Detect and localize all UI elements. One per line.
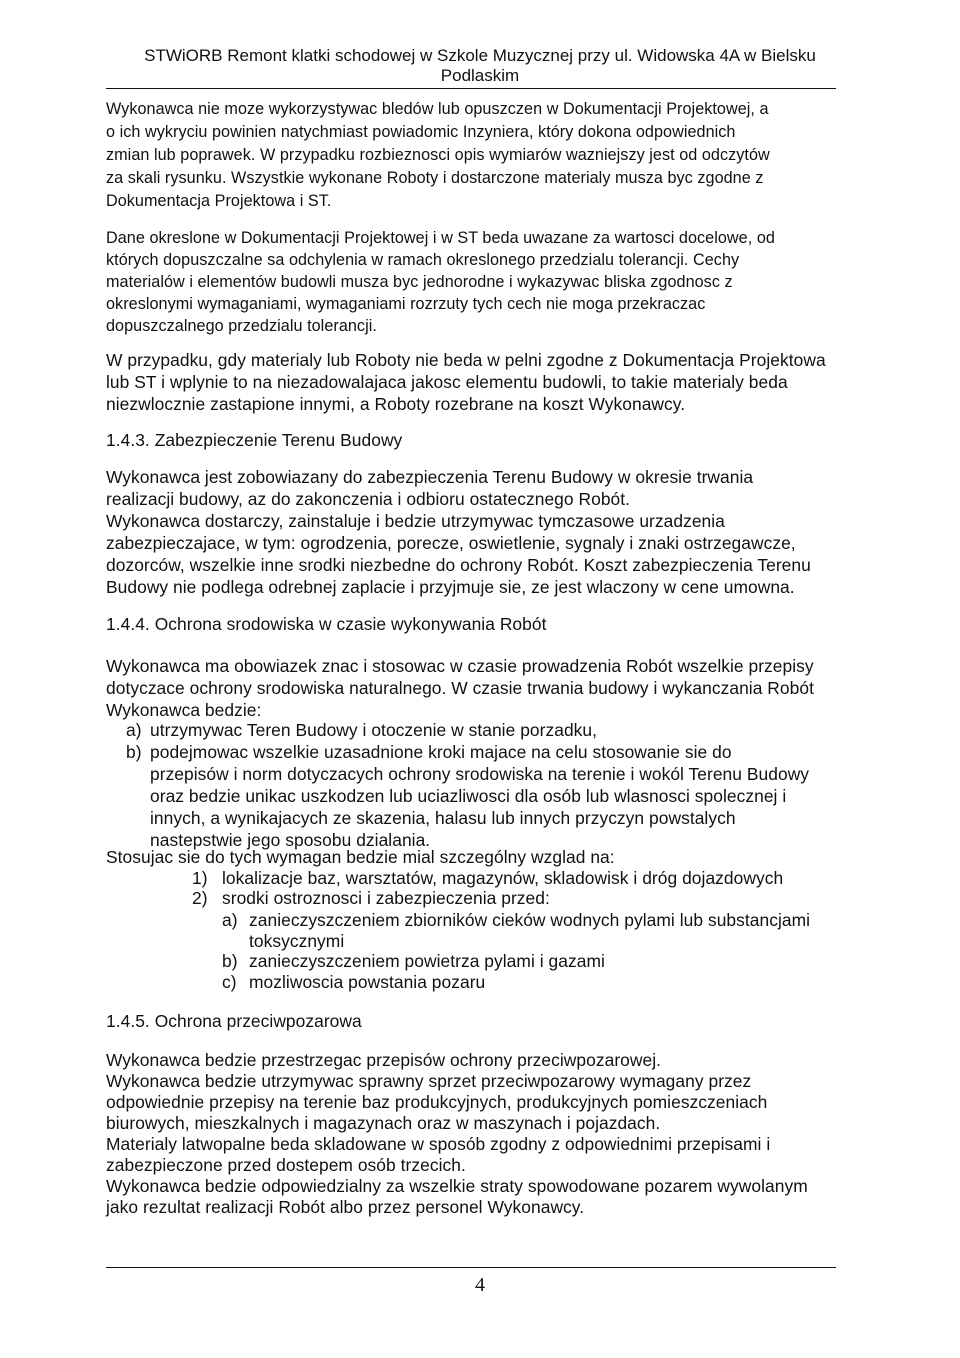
list-item-text: przepisów i norm dotyczacych ochrony srodowiska na terenie i wokól Terenu Budowy (150, 764, 810, 784)
list-item-text: nastepstwie jego sposobu dzialania. (150, 830, 431, 850)
text-line: zabezpieczone przed dostepem osób trzecich. (106, 1155, 466, 1175)
text-line: za skali rysunku. Wszystkie wykonane Roboty i dostarczone materialy musza byc zgodne z (106, 169, 764, 187)
list-item-text: zanieczyszczeniem powietrza pylami i gazami (249, 951, 605, 971)
text-line: dopuszczalnego przedzialu tolerancji. (106, 317, 377, 335)
text-line: Wykonawca ma obowiazek znac i stosowac w czasie prowadzenia Robót wszelkie przepisy (106, 656, 814, 676)
list-item-text: srodki ostroznosci i zabezpieczenia przed: (222, 888, 550, 908)
list-item-text: podejmowac wszelkie uzasadnione kroki majace na celu stosowanie sie do (150, 742, 732, 762)
text-line: o ich wykryciu powinien natychmiast powiadomic Inzyniera, który dokona odpowiednich (106, 123, 736, 141)
list-marker: b) (222, 951, 238, 971)
text-line: Wykonawca jest zobowiazany do zabezpieczenia Terenu Budowy w okresie trwania (106, 467, 754, 487)
text-line: Wykonawca bedzie przestrzegac przepisów ochrony przeciwpozarowej. (106, 1050, 662, 1070)
text-line: lub ST i wplynie to na niezadowalajaca jakosc elementu budowli, to takie materialy beda (106, 372, 788, 392)
list-marker: 1) (192, 868, 208, 888)
text-line: Materialy latwopalne beda skladowane w sposób zgodny z odpowiednimi przepisami i (106, 1134, 771, 1154)
list-item-text: mozliwoscia powstania pozaru (249, 972, 486, 992)
text-line: dozorców, wszelkie inne srodki niezbedne do ochrony Robót. Koszt zabezpieczenia Terenu (106, 555, 811, 575)
text-line: Dane okreslone w Dokumentacji Projektowej i w ST beda uwazane za wartosci docelowe, od (106, 229, 775, 247)
header-rule (106, 88, 836, 89)
header-title-line-2: Podlaskim (440, 66, 520, 85)
section-heading: 1.4.4. Ochrona srodowiska w czasie wykonywania Robót (106, 614, 547, 634)
text-line: biurowych, mieszkalnych i magazynach oraz w maszynach i pojazdach. (106, 1113, 661, 1133)
text-line: Wykonawca bedzie utrzymywac sprawny sprzet przeciwpozarowy wymagany przez (106, 1071, 752, 1091)
text-line: niezwlocznie zastapione innymi, a Roboty rozebrane na koszt Wykonawcy. (106, 394, 686, 414)
text-line: których dopuszczalne sa odchylenia w ramach okreslonego przedzialu tolerancji. Cechy (106, 251, 740, 269)
text-line: zabezpieczajace, w tym: ogrodzenia, porecze, oswietlenie, sygnaly i znaki ostrzegawcze, (106, 533, 796, 553)
text-line: okreslonymi wymaganiami, wymaganiami rozrzuty tych cech nie moga przekraczac (106, 295, 706, 313)
text-line: realizacji budowy, az do zakonczenia i odbioru ostatecznego Robót. (106, 489, 631, 509)
list-item-text: oraz bedzie unikac uszkodzen lub uciazliwosci dla osób lub wlasnosci spolecznej i (150, 786, 787, 806)
list-item-text: lokalizacje baz, warsztatów, magazynów, skladowisk i dróg dojazdowych (222, 868, 784, 888)
text-line: Dokumentacja Projektowa i ST. (106, 192, 332, 210)
text-line: Wykonawca bedzie: (106, 700, 262, 720)
text-line: Wykonawca dostarczy, zainstaluje i bedzie utrzymywac tymczasowe urzadzenia (106, 511, 725, 531)
header-title-line-1: STWiORB Remont klatki schodowej w Szkole Muzycznej przy ul. Widowska 4A w Bielsku (144, 46, 816, 65)
text-line: Budowy nie podlega odrebnej zaplacie i przyjmuje sie, ze jest wlaczony w cene umowna. (106, 577, 795, 597)
text-line: Wykonawca nie moze wykorzystywac bledów lub opuszczen w Dokumentacji Projektowej, a (106, 100, 769, 118)
footer-rule (106, 1267, 836, 1268)
section-heading: 1.4.3. Zabezpieczenie Terenu Budowy (106, 430, 403, 450)
section-heading: 1.4.5. Ochrona przeciwpozarowa (106, 1011, 362, 1031)
list-item-text: innych, a wynikajacych ze skazenia, halasu lub innych przyczyn powstalych (150, 808, 736, 828)
list-marker: b) (126, 742, 142, 762)
page-number: 4 (475, 1274, 485, 1296)
list-item-text: zanieczyszczeniem zbiorników cieków wodnych pylami lub substancjami (249, 910, 811, 930)
list-marker: a) (222, 910, 238, 930)
text-line: Wykonawca bedzie odpowiedzialny za wszelkie straty spowodowane pozarem wywolanym (106, 1176, 808, 1196)
list-item-text: utrzymywac Teren Budowy i otoczenie w stanie porzadku, (150, 720, 598, 740)
text-line: odpowiednie przepisy na terenie baz produkcyjnych, produkcyjnych pomieszczeniach (106, 1092, 768, 1112)
list-marker: a) (126, 720, 142, 740)
text-line: W przypadku, gdy materialy lub Roboty nie beda w pelni zgodne z Dokumentacja Projektowa (106, 350, 826, 370)
list-item-text: toksycznymi (249, 931, 345, 951)
text-line: jako rezultat realizacji Robót albo przez personel Wykonawcy. (106, 1197, 585, 1217)
list-marker: c) (222, 972, 237, 992)
text-line: Stosujac sie do tych wymagan bedzie mial szczególny wzglad na: (106, 847, 615, 867)
text-line: materialów i elementów budowli musza byc jednorodne i wykazywac bliska zgodnosc z (106, 273, 733, 291)
list-marker: 2) (192, 888, 208, 908)
text-line: dotyczace ochrony srodowiska naturalnego. W czasie trwania budowy i wykanczania Robót (106, 678, 814, 698)
text-line: zmian lub poprawek. W przypadku rozbieznosci opis wymiarów wazniejszy jest od odczytów (106, 146, 770, 164)
